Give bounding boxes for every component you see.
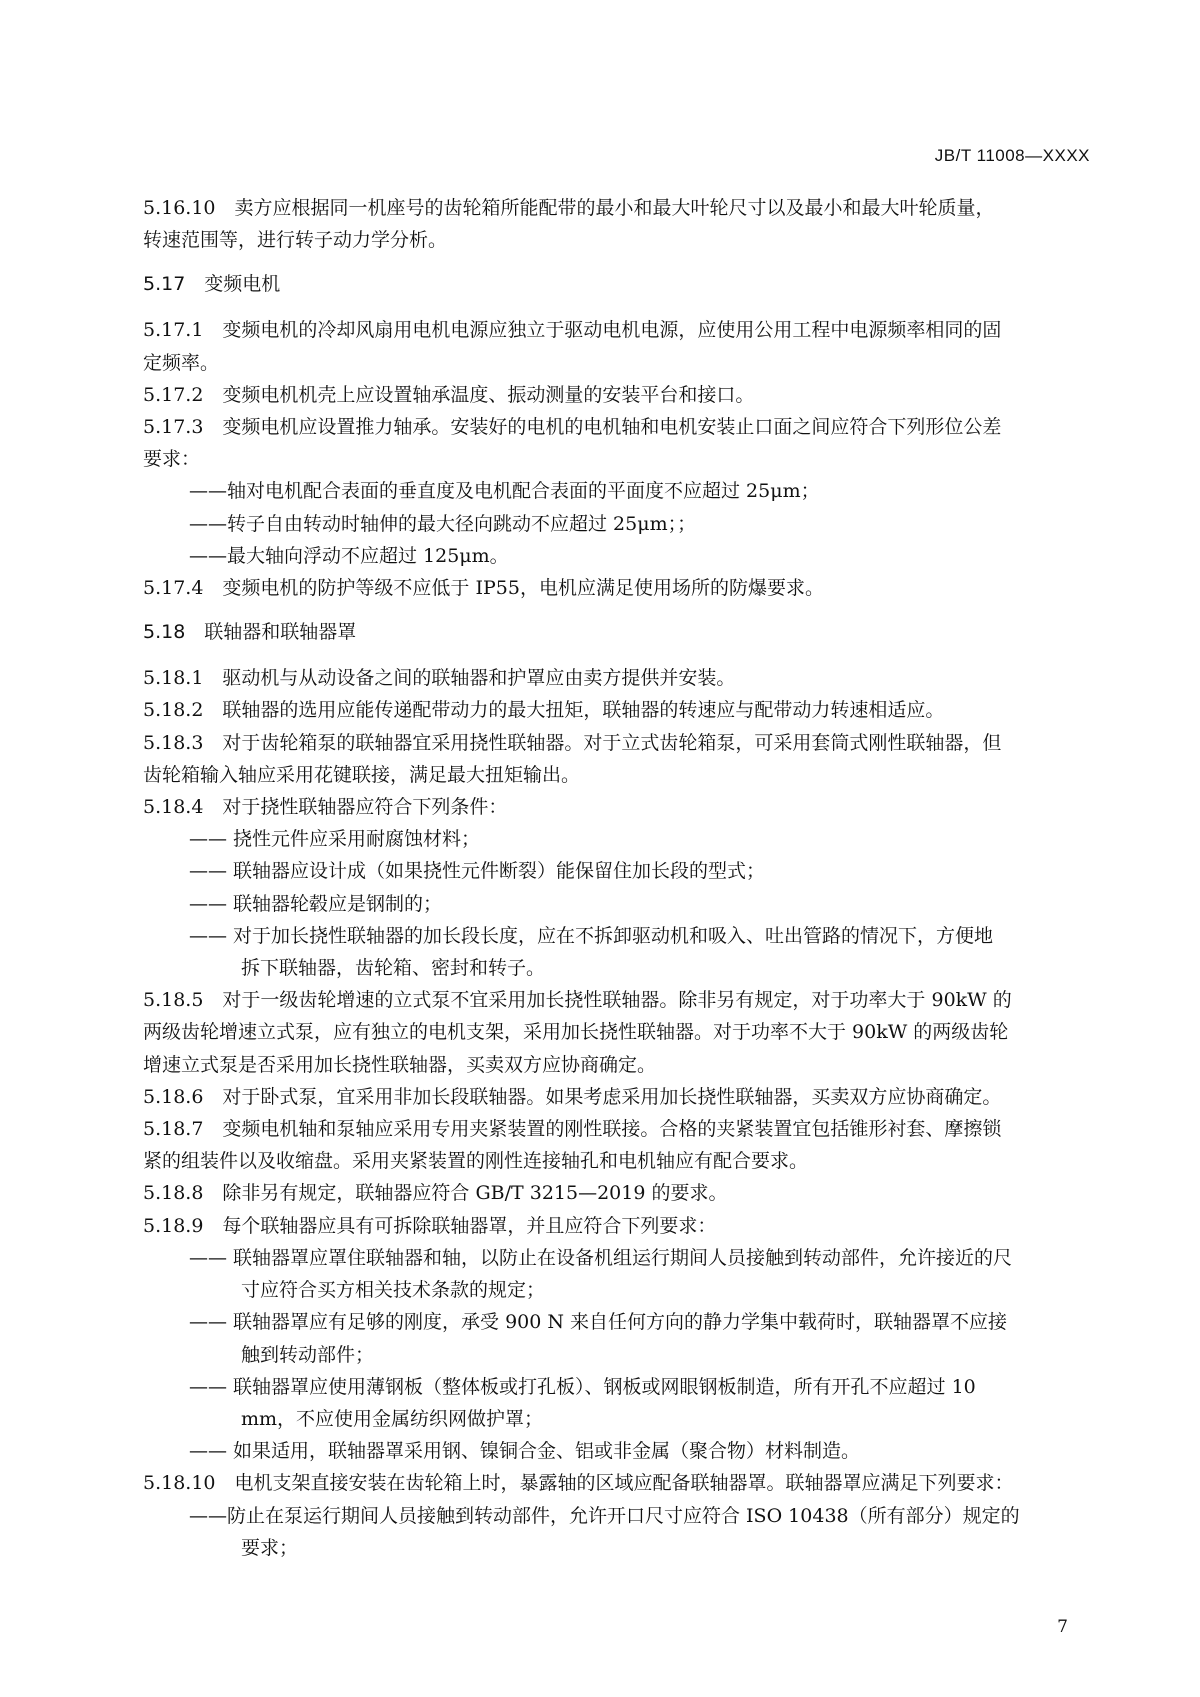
text-line: 5.18.6 对于卧式泵，宜采用非加长段联轴器。如果考虑采用加长挠性联轴器，买卖双方应协商确定。	[143, 1085, 1002, 1108]
text-line: —— 联轴器罩应罩住联轴器和轴，以防止在设备机组运行期间人员接触到转动部件，允许接近的尺	[189, 1246, 1013, 1269]
text-line: —— 联轴器罩应使用薄钢板（整体板或打孔板）、钢板或网眼钢板制造，所有开孔不应超过 10	[189, 1375, 976, 1398]
text-line: 5.18.2 联轴器的选用应能传递配带动力的最大扭矩，联轴器的转速应与配带动力转速相适应。	[143, 699, 945, 722]
text-line: 定频率。	[143, 351, 220, 374]
text-line: 要求；	[241, 1536, 299, 1559]
text-line: 5.16.10 卖方应根据同一机座号的齿轮箱所能配带的最小和最大叶轮尺寸以及最小和最大叶轮质量，	[143, 197, 995, 219]
spacer	[143, 256, 1090, 268]
text-line: 两级齿轮增速立式泵，应有独立的电机支架，采用加长挠性联轴器。对于功率不大于 90kW 的两级齿轮	[143, 1021, 1009, 1044]
text-line: 5.18.3 对于齿轮箱泵的联轴器宜采用挠性联轴器。对于立式齿轮箱泵，可采用套筒式刚性联轴器，但	[143, 731, 1002, 754]
text-line: 5.18.9 每个联轴器应具有可拆除联轴器罩，并且应符合下列要求：	[143, 1214, 717, 1237]
document-body	[143, 192, 1090, 1564]
spacer	[143, 648, 1090, 662]
spacer	[143, 604, 1090, 616]
text-line: 增速立式泵是否采用加长挠性联轴器，买卖双方应协商确定。	[143, 1053, 657, 1076]
text-line: 5.18.4 对于挠性联轴器应符合下列条件：	[143, 796, 508, 819]
text-line: mm，不应使用金属纺织网做护罩；	[241, 1407, 544, 1430]
text-line: ——防止在泵运行期间人员接触到转动部件，允许开口尺寸应符合 ISO 10438（所有部分）规定的	[189, 1504, 1020, 1527]
text-line: —— 联轴器轮毂应是钢制的；	[189, 892, 443, 915]
section-heading: 5.17 变频电机	[143, 273, 281, 296]
text-line: 5.18.10 电机支架直接安装在齿轮箱上时，暴露轴的区域应配备联轴器罩。联轴器罩应满足下列要求：	[143, 1472, 1014, 1495]
spacer	[143, 300, 1090, 314]
text-line: ——最大轴向浮动不应超过 125μm。	[189, 544, 509, 567]
text-line: 5.17.4 变频电机的防护等级不应低于 IP55，电机应满足使用场所的防爆要求。	[143, 577, 824, 600]
text-line: 转速范围等，进行转子动力学分析。	[143, 229, 448, 252]
text-line: 寸应符合买方相关技术条款的规定；	[241, 1279, 546, 1302]
text-line: 5.18.1 驱动机与从动设备之间的联轴器和护罩应由卖方提供并安装。	[143, 667, 736, 690]
text-line: —— 联轴器应设计成（如果挠性元件断裂）能保留住加长段的型式；	[189, 860, 766, 883]
text-line: ——轴对电机配合表面的垂直度及电机配合表面的平面度不应超过 25μm；	[189, 480, 820, 503]
text-line: 5.17.1 变频电机的冷却风扇用电机电源应独立于驱动电机电源，应使用公用工程中电源频率相同的固	[143, 319, 1002, 342]
text-line: 要求：	[143, 448, 201, 471]
text-line: —— 对于加长挠性联轴器的加长段长度，应在不拆卸驱动机和吸入、吐出管路的情况下，方便地	[189, 924, 994, 947]
text-line: 触到转动部件；	[241, 1343, 375, 1366]
text-line: 紧的组装件以及收缩盘。采用夹紧装置的刚性连接轴孔和电机轴应有配合要求。	[143, 1150, 809, 1173]
text-line: —— 联轴器罩应有足够的刚度，承受 900 N 来自任何方向的静力学集中载荷时，联轴器罩不应接	[189, 1311, 1008, 1334]
text-line: 5.18.8 除非另有规定，联轴器应符合 GB/T 3215—2019 的要求。	[143, 1182, 728, 1205]
text-line: 5.17.3 变频电机应设置推力轴承。安装好的电机的电机轴和电机安装止口面之间应符合下列形位公差	[143, 416, 1002, 439]
doc-code-header: JB/T 11008—XXXX	[934, 146, 1090, 165]
text-line: 5.17.2 变频电机机壳上应设置轴承温度、振动测量的安装平台和接口。	[143, 383, 755, 406]
text-line: 5.18.7 变频电机轴和泵轴应采用专用夹紧装置的刚性联接。合格的夹紧装置宜包括锥形衬套、摩擦锁	[143, 1118, 1002, 1141]
text-line: —— 如果适用，联轴器罩采用钢、镍铜合金、铝或非金属（聚合物）材料制造。	[189, 1440, 861, 1463]
page-number: 7	[1057, 1617, 1068, 1637]
text-line: ——转子自由转动时轴伸的最大径向跳动不应超过 25μm；；	[189, 512, 697, 535]
text-line: 齿轮箱输入轴应采用花键联接，满足最大扭矩输出。	[143, 763, 581, 786]
text-line: 5.18.5 对于一级齿轮增速的立式泵不宜采用加长挠性联轴器。除非另有规定，对于功率大于 90kW 的	[143, 989, 1012, 1012]
section-heading: 5.18 联轴器和联轴器罩	[143, 621, 357, 644]
text-line: 拆下联轴器，齿轮箱、密封和转子。	[241, 957, 546, 980]
text-line: —— 挠性元件应采用耐腐蚀材料；	[189, 828, 481, 851]
